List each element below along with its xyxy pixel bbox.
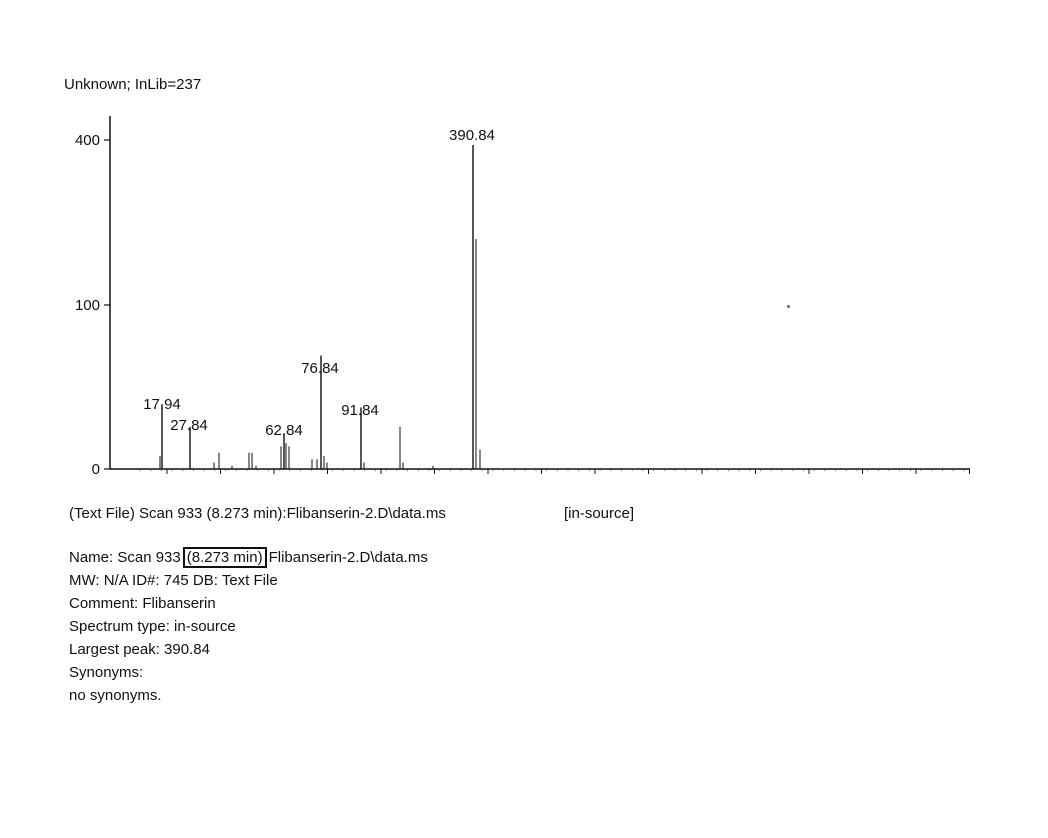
y-tick-label: 0 bbox=[91, 461, 100, 478]
name-row bbox=[69, 546, 428, 569]
synonyms-value-row: no synonyms. bbox=[69, 687, 162, 704]
mw-row: MW: N/A ID#: 745 DB: Text File bbox=[69, 572, 278, 589]
peak-label: 76.84 bbox=[301, 360, 339, 377]
scan-caption bbox=[69, 505, 635, 522]
peak-label: 27.84 bbox=[170, 417, 208, 434]
compound-info bbox=[69, 546, 428, 707]
scan-tag: [in-source] bbox=[564, 505, 635, 522]
chart-axes bbox=[75, 116, 970, 478]
y-tick-label: 400 bbox=[74, 132, 100, 149]
y-tick-label: 100 bbox=[74, 297, 100, 314]
name-suffix: Flibanserin-2.D\data.ms bbox=[268, 549, 428, 566]
chart-labels bbox=[143, 127, 495, 439]
peak-label: 17.94 bbox=[143, 396, 181, 413]
comment-row: Comment: Flibanserin bbox=[69, 595, 216, 612]
largest-peak-row: Largest peak: 390.84 bbox=[69, 641, 210, 658]
spectrum-title: Unknown; InLib=237 bbox=[64, 76, 202, 93]
peak-label: 62.84 bbox=[265, 422, 303, 439]
scan-text: (Text File) Scan 933 (8.273 min):Flibanserin-2.D\data.ms bbox=[69, 505, 446, 522]
retention-time-box: (8.273 min) bbox=[183, 547, 267, 568]
peak-label: 91.84 bbox=[341, 402, 379, 419]
spectrum-type-row: Spectrum type: in-source bbox=[69, 618, 236, 635]
speck bbox=[787, 305, 790, 308]
name-prefix: Name: Scan 933 bbox=[69, 549, 181, 566]
chart-bars bbox=[160, 145, 480, 469]
peak-label: 390.84 bbox=[449, 127, 495, 144]
synonyms-label-row: Synonyms: bbox=[69, 664, 144, 681]
